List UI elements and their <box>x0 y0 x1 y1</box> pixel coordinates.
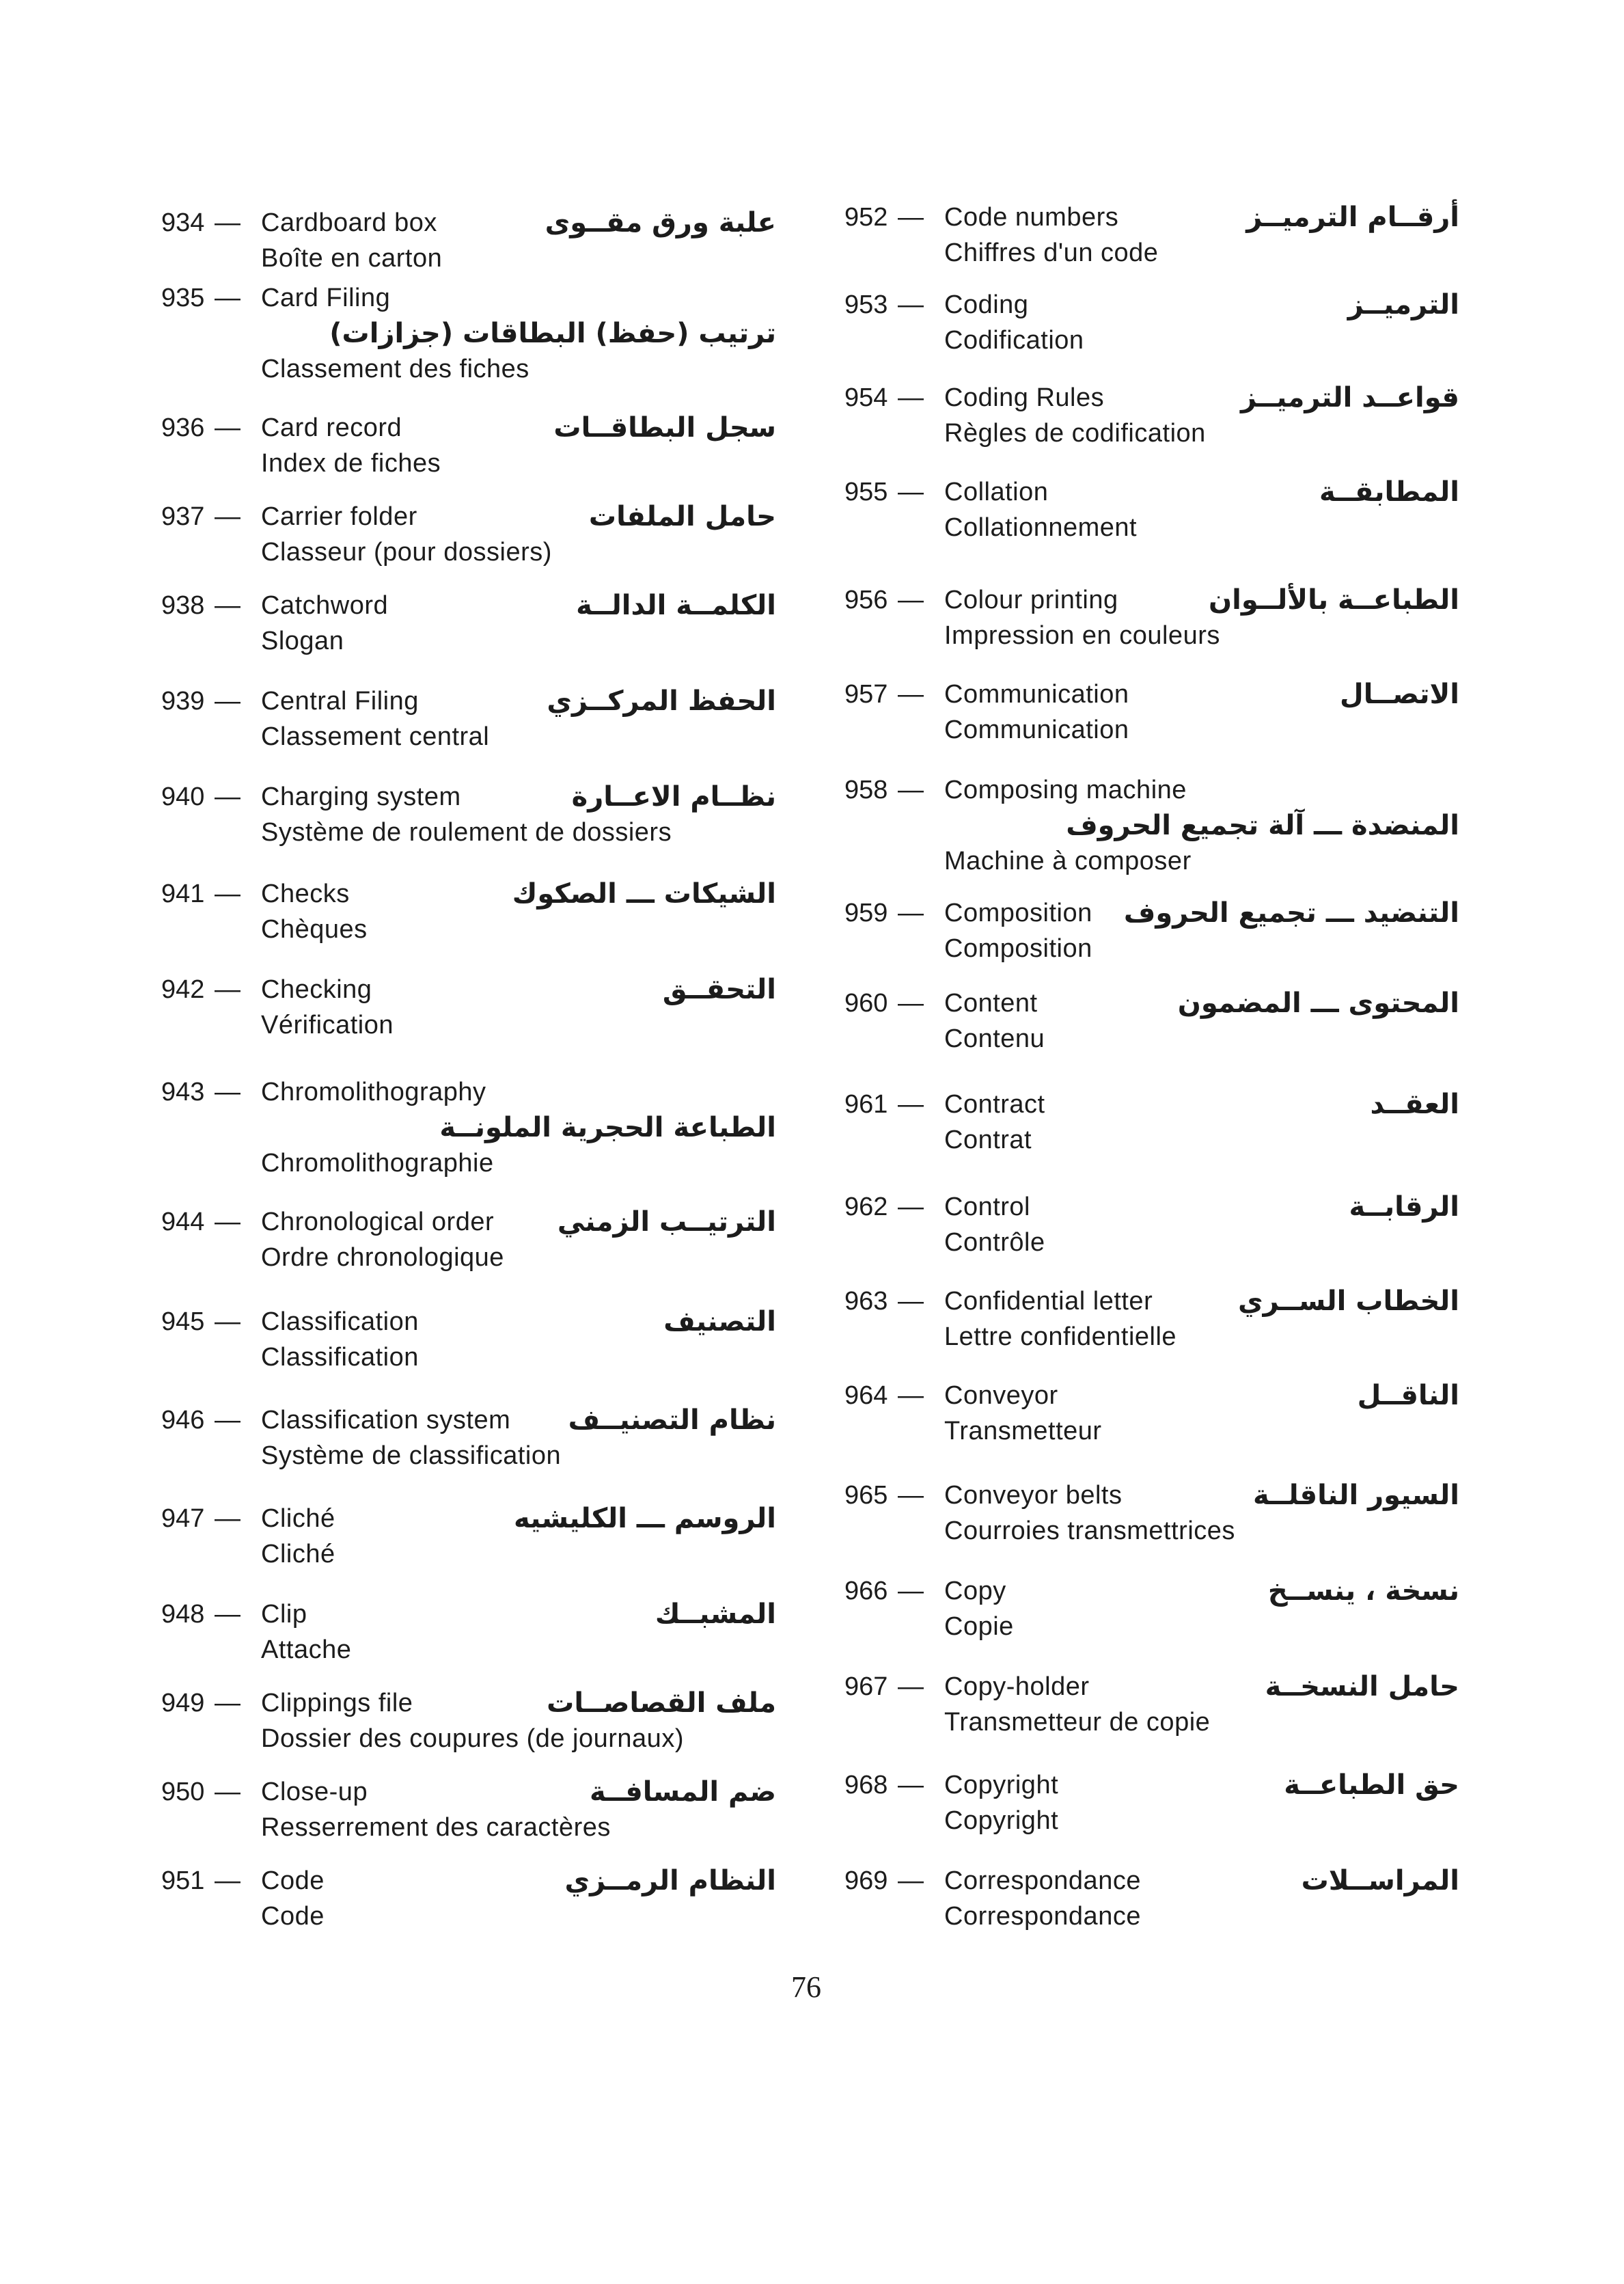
entry-958 <box>844 772 1459 875</box>
english-term: Correspondance <box>944 1866 1141 1895</box>
french-term: Slogan <box>261 627 344 655</box>
english-term: Copy <box>944 1577 1006 1605</box>
entry-dash: — <box>215 284 240 312</box>
english-term: Conveyor belts <box>944 1481 1123 1510</box>
entry-dash: — <box>898 290 924 319</box>
entry-951 <box>161 1863 776 1938</box>
entry-dash: — <box>215 783 240 811</box>
entry-dash: — <box>898 1090 924 1119</box>
entry-964 <box>844 1378 1459 1453</box>
arabic-term: المراســلات <box>1301 1865 1459 1896</box>
french-term: Copie <box>944 1612 1014 1641</box>
english-term: Content <box>944 989 1038 1018</box>
entry-number: 942 <box>161 975 205 1004</box>
entry-dash: — <box>898 586 924 614</box>
french-term: Ordre chronologique <box>261 1243 504 1272</box>
entry-number: 935 <box>161 284 205 312</box>
entry-943 <box>161 1074 776 1178</box>
entry-948 <box>161 1596 776 1672</box>
entry-dash: — <box>898 1193 924 1221</box>
entry-dash: — <box>898 383 924 412</box>
arabic-term: الرقابــة <box>1349 1191 1459 1223</box>
french-term: Boîte en carton <box>261 244 443 273</box>
entry-960 <box>844 985 1459 1061</box>
english-term: Close-up <box>261 1778 368 1806</box>
entry-969 <box>844 1863 1459 1938</box>
english-term: Catchword <box>261 591 389 620</box>
entry-941 <box>161 876 776 951</box>
entry-944 <box>161 1204 776 1279</box>
entry-dash: — <box>215 208 240 237</box>
french-term: Resserrement des caractères <box>261 1813 611 1842</box>
french-term: Copyright <box>944 1806 1059 1835</box>
entry-940 <box>161 779 776 854</box>
english-term: Coding <box>944 290 1029 319</box>
arabic-term: سجل البطاقــات <box>553 412 776 444</box>
entry-number: 966 <box>844 1577 888 1605</box>
french-term: Chiffres d'un code <box>944 239 1159 267</box>
entry-955 <box>844 474 1459 549</box>
arabic-term: الترتيــب الزمني <box>557 1206 776 1238</box>
french-term: Système de roulement de dossiers <box>261 818 672 847</box>
entry-946 <box>161 1402 776 1478</box>
english-term: Communication <box>944 680 1129 709</box>
english-term: Clippings file <box>261 1689 413 1717</box>
english-term: Checking <box>261 975 372 1004</box>
english-term: Copyright <box>944 1771 1059 1799</box>
entry-dash: — <box>898 478 924 506</box>
entry-number: 952 <box>844 203 888 232</box>
entry-dash: — <box>898 989 924 1018</box>
arabic-term: الطباعــة بالألــوان <box>1208 584 1459 616</box>
arabic-term: العقــد <box>1370 1089 1459 1120</box>
entry-number: 962 <box>844 1193 888 1221</box>
french-term: Transmetteur <box>944 1417 1102 1445</box>
arabic-term: حق الطباعــة <box>1284 1769 1459 1801</box>
arabic-term: التنضيد ـــ تجميع الحروف <box>1123 897 1459 929</box>
entry-959 <box>844 895 1459 970</box>
arabic-term: النظام الرمــزي <box>564 1865 776 1896</box>
entry-number: 944 <box>161 1208 205 1236</box>
entry-dash: — <box>215 413 240 442</box>
entry-dash: — <box>215 975 240 1004</box>
english-term: Cardboard box <box>261 208 437 237</box>
entry-966 <box>844 1573 1459 1648</box>
page-number: 76 <box>791 1970 821 2004</box>
entry-number: 941 <box>161 880 205 908</box>
english-term: Code <box>261 1866 325 1895</box>
entry-dash: — <box>215 687 240 716</box>
french-term: Impression en couleurs <box>944 621 1220 650</box>
entry-number: 955 <box>844 478 888 506</box>
entry-number: 959 <box>844 899 888 927</box>
entry-number: 945 <box>161 1307 205 1336</box>
french-term: Contrôle <box>944 1228 1045 1257</box>
entry-number: 949 <box>161 1689 205 1717</box>
french-term: Code <box>261 1902 325 1931</box>
entry-number: 936 <box>161 413 205 442</box>
entry-dash: — <box>898 1381 924 1410</box>
entry-number: 964 <box>844 1381 888 1410</box>
french-term: Collationnement <box>944 513 1138 542</box>
entry-937 <box>161 499 776 574</box>
arabic-term: المنضدة ـــ آلة تجميع الحروف <box>1066 810 1459 841</box>
english-term: Composing machine <box>944 776 1187 804</box>
arabic-term: نظام التصنيــف <box>568 1404 776 1436</box>
entry-number: 968 <box>844 1771 888 1799</box>
english-term: Copy-holder <box>944 1672 1090 1701</box>
entry-963 <box>844 1283 1459 1359</box>
arabic-term: الترميــز <box>1347 289 1459 321</box>
arabic-term: الناقــل <box>1357 1380 1459 1411</box>
entry-number: 963 <box>844 1287 888 1316</box>
english-term: Central Filing <box>261 687 419 716</box>
english-term: Cliché <box>261 1504 335 1533</box>
entry-dash: — <box>215 1866 240 1895</box>
french-term: Composition <box>944 934 1092 963</box>
arabic-term: أرقــام الترميــز <box>1246 202 1459 233</box>
english-term: Carrier folder <box>261 502 417 531</box>
english-term: Collation <box>944 478 1049 506</box>
french-term: Codification <box>944 326 1084 355</box>
entry-number: 954 <box>844 383 888 412</box>
entry-962 <box>844 1189 1459 1264</box>
entry-number: 965 <box>844 1481 888 1510</box>
french-term: Règles de codification <box>944 419 1206 448</box>
entry-967 <box>844 1669 1459 1744</box>
arabic-term: ضم المسافــة <box>589 1776 776 1808</box>
french-term: Dossier des coupures (de journaux) <box>261 1724 684 1753</box>
entry-952 <box>844 200 1459 275</box>
french-term: Classeur (pour dossiers) <box>261 538 552 567</box>
arabic-term: الخطاب الســري <box>1238 1286 1459 1317</box>
entry-dash: — <box>215 591 240 620</box>
entry-dash: — <box>898 680 924 709</box>
arabic-term: التصنيف <box>663 1306 776 1337</box>
french-term: Machine à composer <box>944 847 1192 875</box>
entry-dash: — <box>215 502 240 531</box>
arabic-term: التحقــق <box>662 974 776 1005</box>
arabic-term: ترتيب (حفظ) البطاقات (جزازات) <box>329 318 776 349</box>
arabic-term: الاتصــال <box>1340 679 1459 710</box>
entry-950 <box>161 1774 776 1849</box>
arabic-term: المطابقــة <box>1319 476 1459 508</box>
entry-947 <box>161 1501 776 1576</box>
entry-938 <box>161 588 776 663</box>
french-term: Contrat <box>944 1126 1032 1154</box>
entry-dash: — <box>215 1208 240 1236</box>
entry-949 <box>161 1685 776 1760</box>
entry-939 <box>161 683 776 759</box>
entry-dash: — <box>215 1307 240 1336</box>
english-term: Control <box>944 1193 1030 1221</box>
french-term: Système de classification <box>261 1441 562 1470</box>
french-term: Classement central <box>261 722 490 751</box>
french-term: Courroies transmettrices <box>944 1517 1235 1545</box>
entry-number: 939 <box>161 687 205 716</box>
english-term: Contract <box>944 1090 1045 1119</box>
entry-dash: — <box>215 880 240 908</box>
english-term: Card Filing <box>261 284 391 312</box>
arabic-term: نسخة ، ينســخ <box>1267 1575 1459 1607</box>
arabic-term: حامل النسخــة <box>1265 1671 1459 1702</box>
entry-number: 967 <box>844 1672 888 1701</box>
entry-dash: — <box>215 1689 240 1717</box>
entry-dash: — <box>215 1504 240 1533</box>
entry-956 <box>844 582 1459 657</box>
entry-936 <box>161 410 776 485</box>
arabic-term: حامل الملفات <box>588 501 776 532</box>
entry-number: 948 <box>161 1600 205 1629</box>
entry-dash: — <box>898 776 924 804</box>
entry-934 <box>161 205 776 280</box>
arabic-term: الكلمــة الدالــة <box>576 590 776 621</box>
english-term: Card record <box>261 413 402 442</box>
entry-number: 957 <box>844 680 888 709</box>
arabic-term: الروسم ـــ الكليشيه <box>514 1503 776 1534</box>
entry-935 <box>161 280 776 383</box>
arabic-term: المشبــك <box>655 1599 776 1630</box>
french-term: Correspondance <box>944 1902 1141 1931</box>
entry-number: 961 <box>844 1090 888 1119</box>
entry-number: 951 <box>161 1866 205 1895</box>
entry-945 <box>161 1304 776 1379</box>
entry-number: 950 <box>161 1778 205 1806</box>
english-term: Chronological order <box>261 1208 495 1236</box>
entry-number: 943 <box>161 1078 205 1106</box>
entry-965 <box>844 1478 1459 1553</box>
english-term: Confidential letter <box>944 1287 1153 1316</box>
french-term: Chromolithographie <box>261 1149 494 1178</box>
entry-number: 947 <box>161 1504 205 1533</box>
english-term: Charging system <box>261 783 461 811</box>
arabic-term: الحفظ المركــزي <box>547 685 776 717</box>
arabic-term: ملف القصاصــات <box>547 1687 776 1719</box>
entry-dash: — <box>898 1577 924 1605</box>
arabic-term: علبة ورق مقــوى <box>545 207 776 239</box>
english-term: Coding Rules <box>944 383 1105 412</box>
entry-957 <box>844 677 1459 752</box>
english-term: Checks <box>261 880 350 908</box>
entry-dash: — <box>215 1406 240 1435</box>
french-term: Contenu <box>944 1024 1045 1053</box>
french-term: Communication <box>944 716 1129 744</box>
entry-dash: — <box>898 1481 924 1510</box>
french-term: Transmetteur de copie <box>944 1708 1211 1737</box>
entry-number: 934 <box>161 208 205 237</box>
arabic-term: المحتوى ـــ المضمون <box>1177 988 1459 1019</box>
arabic-term: قواعــد الترميــز <box>1241 382 1459 413</box>
entry-number: 938 <box>161 591 205 620</box>
entry-dash: — <box>898 1672 924 1701</box>
english-term: Classification <box>261 1307 419 1336</box>
entry-954 <box>844 380 1459 455</box>
entry-dash: — <box>898 1287 924 1316</box>
entry-dash: — <box>215 1600 240 1629</box>
entry-dash: — <box>898 1866 924 1895</box>
entry-dash: — <box>898 1771 924 1799</box>
arabic-term: الشيكات ـــ الصكوك <box>512 878 776 910</box>
entry-number: 960 <box>844 989 888 1018</box>
arabic-term: السيور الناقلــة <box>1253 1480 1459 1511</box>
entry-961 <box>844 1087 1459 1162</box>
french-term: Chèques <box>261 915 368 944</box>
arabic-term: نظــام الاعــارة <box>571 781 776 813</box>
french-term: Index de fiches <box>261 449 441 478</box>
french-term: Classement des fiches <box>261 355 529 383</box>
french-term: Classification <box>261 1343 419 1372</box>
french-term: Cliché <box>261 1540 335 1568</box>
english-term: Conveyor <box>944 1381 1058 1410</box>
entry-number: 953 <box>844 290 888 319</box>
english-term: Code numbers <box>944 203 1119 232</box>
entry-968 <box>844 1767 1459 1843</box>
entry-number: 937 <box>161 502 205 531</box>
french-term: Attache <box>261 1635 352 1664</box>
entry-dash: — <box>215 1778 240 1806</box>
english-term: Chromolithography <box>261 1078 486 1106</box>
entry-dash: — <box>898 899 924 927</box>
french-term: Lettre confidentielle <box>944 1322 1177 1351</box>
entry-number: 956 <box>844 586 888 614</box>
entry-number: 940 <box>161 783 205 811</box>
arabic-term: الطباعة الحجرية الملونــة <box>439 1112 776 1143</box>
english-term: Classification system <box>261 1406 511 1435</box>
french-term: Vérification <box>261 1011 394 1039</box>
entry-number: 958 <box>844 776 888 804</box>
entry-dash: — <box>898 203 924 232</box>
english-term: Composition <box>944 899 1092 927</box>
english-term: Clip <box>261 1600 307 1629</box>
entry-dash: — <box>215 1078 240 1106</box>
english-term: Colour printing <box>944 586 1118 614</box>
entry-942 <box>161 972 776 1047</box>
entry-number: 969 <box>844 1866 888 1895</box>
entry-953 <box>844 287 1459 362</box>
entry-number: 946 <box>161 1406 205 1435</box>
